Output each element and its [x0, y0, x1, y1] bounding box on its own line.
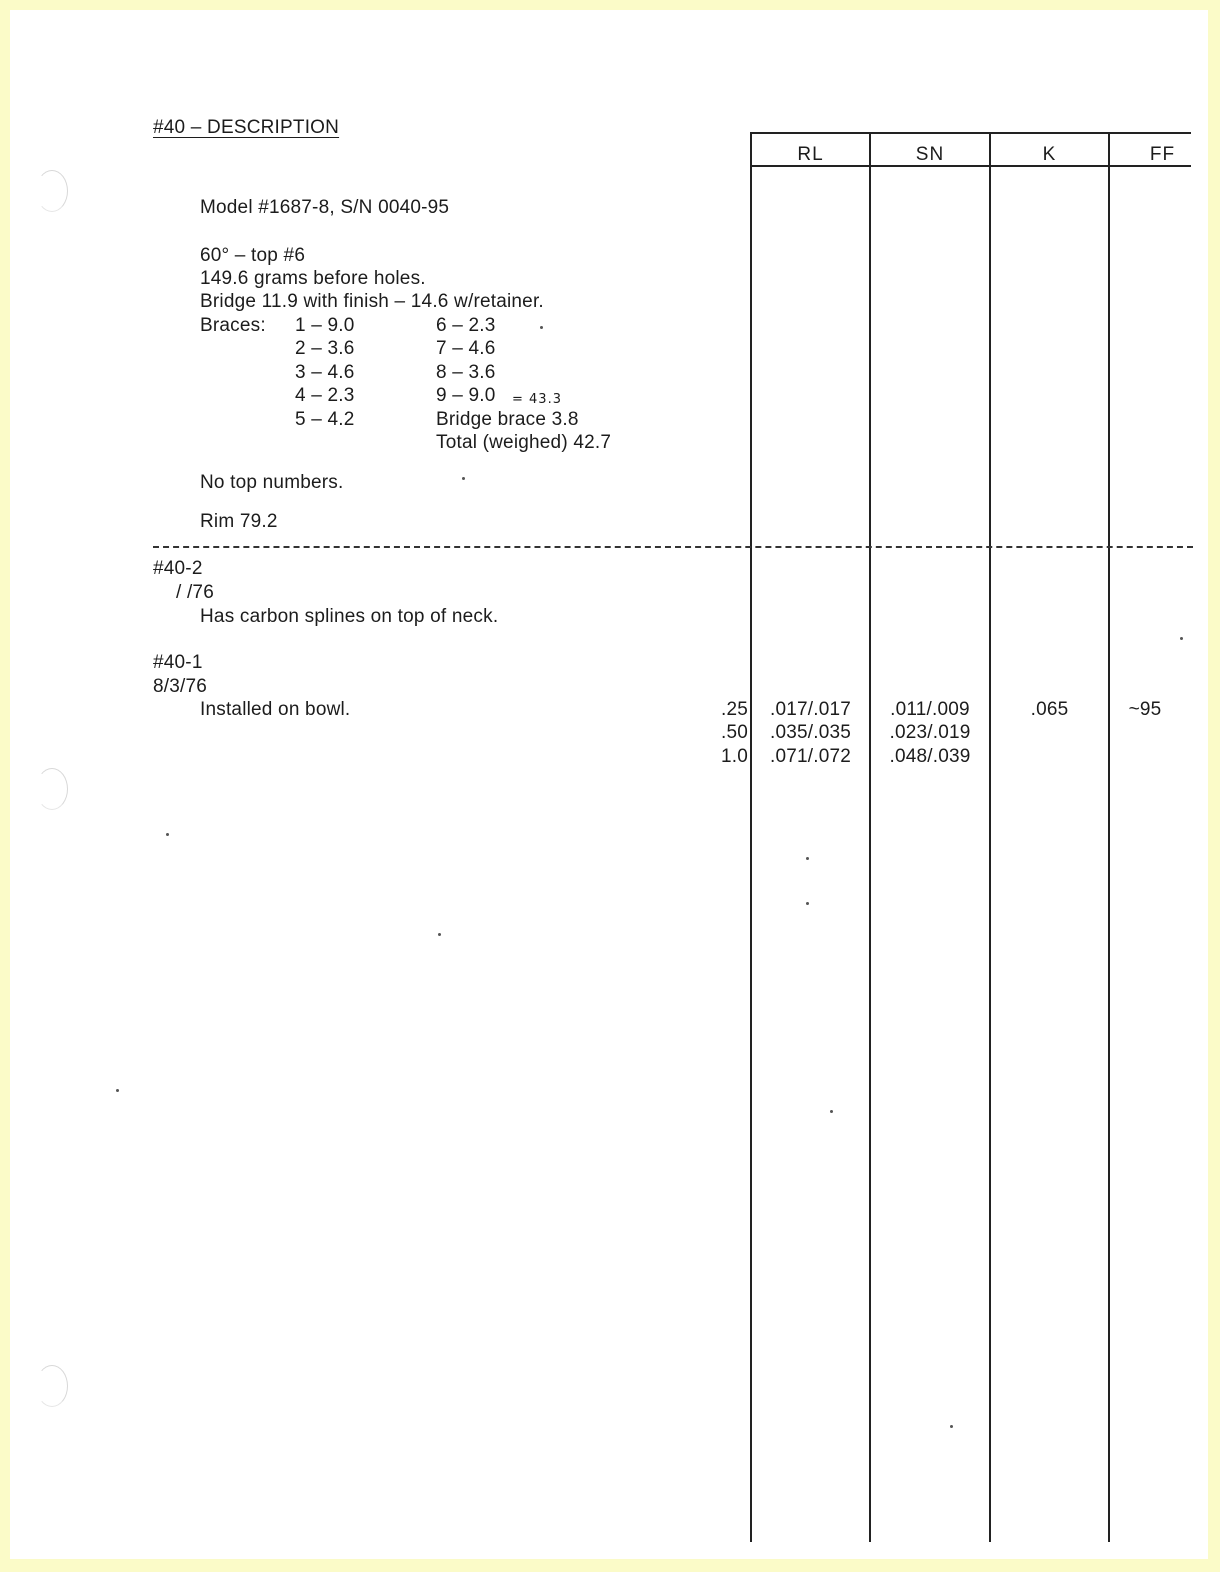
- rim-line: Rim 79.2: [200, 511, 278, 532]
- table-column-rule: [1108, 132, 1110, 1542]
- brace-entry: 8 – 3.6: [436, 362, 496, 383]
- column-header-rl: RL: [797, 144, 824, 165]
- document-page: [10, 10, 1208, 1559]
- scan-speck: [116, 1089, 119, 1092]
- measurement-level: 1.0: [720, 746, 748, 767]
- entry-note: Has carbon splines on top of neck.: [200, 606, 499, 627]
- scan-speck: [462, 477, 465, 480]
- measurement-rl: .071/.072: [769, 746, 852, 767]
- column-header-k: K: [1042, 144, 1057, 165]
- scan-speck: [830, 1110, 833, 1113]
- table-column-rule: [750, 132, 752, 1542]
- punch-hole: [36, 1365, 68, 1407]
- table-column-rule: [989, 132, 991, 1542]
- top-numbers-note: No top numbers.: [200, 472, 344, 493]
- scan-speck: [806, 902, 809, 905]
- measurement-sn: .048/.039: [889, 746, 971, 767]
- scan-speck: [806, 857, 809, 860]
- measurement-level: .25: [720, 699, 748, 720]
- column-header-ff: FF: [1149, 144, 1176, 165]
- brace-entry: 9 – 9.0: [436, 385, 496, 406]
- model-line: Model #1687-8, S/N 0040-95: [200, 197, 450, 218]
- page-title: #40 – DESCRIPTION: [153, 117, 340, 138]
- scan-speck: [950, 1425, 953, 1428]
- entry-note: Installed on bowl.: [200, 699, 351, 720]
- table-column-rule: [869, 132, 871, 1542]
- measurement-ff: ~95: [1128, 699, 1162, 720]
- entry-id: #40-1: [153, 652, 203, 673]
- entry-id: #40-2: [153, 558, 203, 579]
- section-separator: [153, 546, 1193, 548]
- scan-speck: [1180, 637, 1183, 640]
- punch-hole: [36, 170, 68, 212]
- column-header-sn: SN: [915, 144, 945, 165]
- brace-entry: 1 – 9.0: [295, 315, 355, 336]
- entry-date: / /76: [176, 582, 214, 603]
- bridge-line: Bridge 11.9 with finish – 14.6 w/retainer.: [200, 291, 544, 312]
- measurement-k: .065: [1030, 699, 1069, 720]
- brace-entry: 5 – 4.2: [295, 409, 355, 430]
- table-top-rule: [751, 132, 1191, 134]
- braces-label: Braces:: [200, 315, 266, 336]
- scan-speck: [540, 326, 543, 329]
- scan-speck: [166, 833, 169, 836]
- brace-entry: 7 – 4.6: [436, 338, 496, 359]
- bridge-brace-line: Bridge brace 3.8: [436, 409, 579, 430]
- scan-speck: [438, 933, 441, 936]
- brace-entry: 6 – 2.3: [436, 315, 496, 336]
- weight-line: 149.6 grams before holes.: [200, 268, 426, 289]
- brace-entry: 4 – 2.3: [295, 385, 355, 406]
- handwritten-sum: = 43.3: [512, 392, 562, 407]
- entry-date: 8/3/76: [153, 676, 208, 697]
- brace-entry: 2 – 3.6: [295, 338, 355, 359]
- punch-hole: [36, 768, 68, 810]
- measurement-sn: .023/.019: [889, 722, 971, 743]
- brace-entry: 3 – 4.6: [295, 362, 355, 383]
- top-line: 60° – top #6: [200, 245, 306, 266]
- total-line: Total (weighed) 42.7: [436, 432, 612, 453]
- measurement-rl: .035/.035: [769, 722, 852, 743]
- measurement-level: .50: [720, 722, 748, 743]
- measurement-rl: .017/.017: [769, 699, 852, 720]
- measurement-sn: .011/.009: [890, 699, 970, 720]
